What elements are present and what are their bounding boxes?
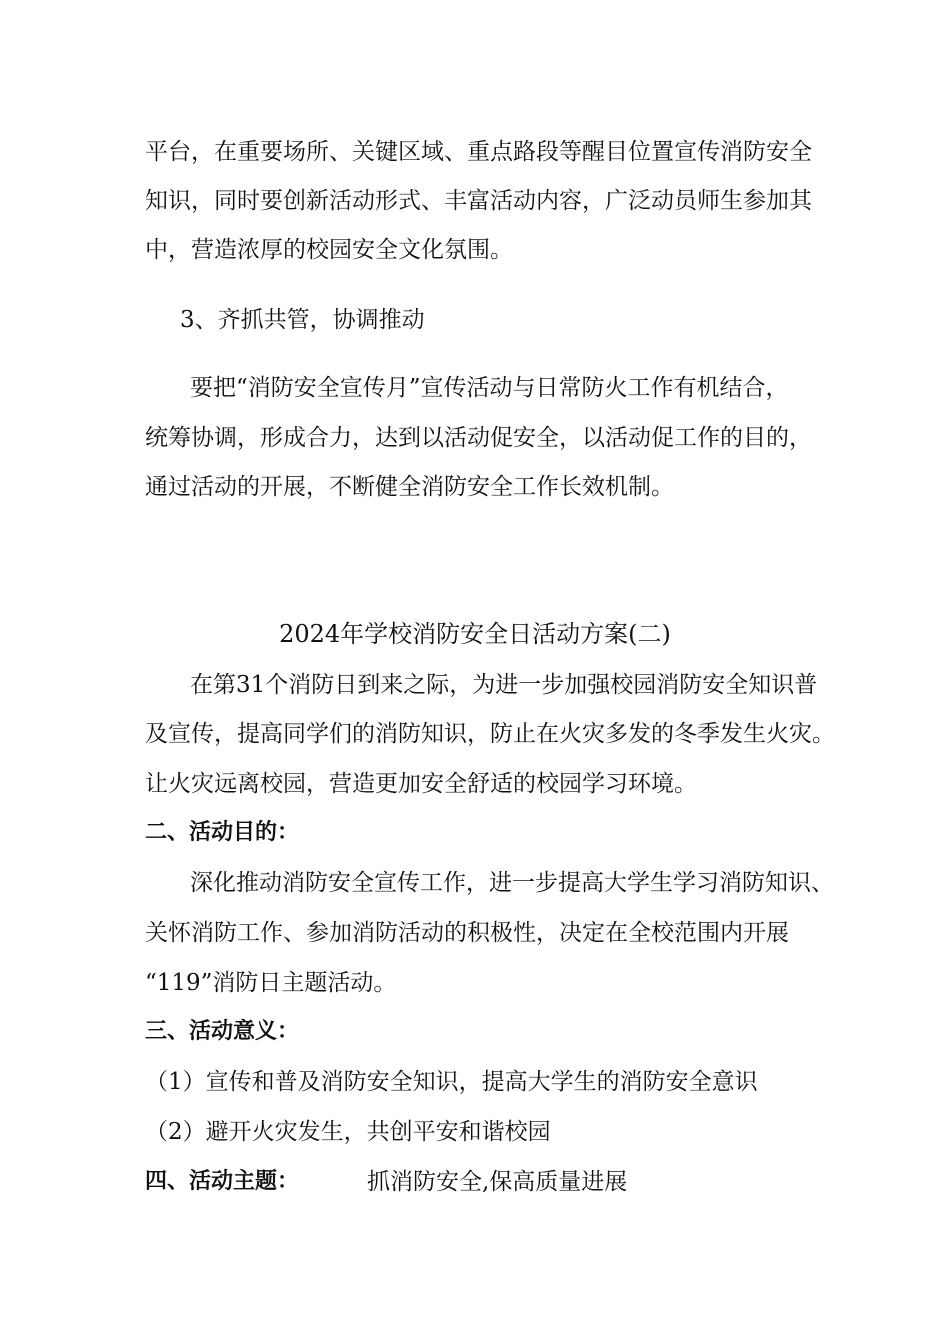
section-subheading: 3、齐抓共管，协调推动: [180, 307, 425, 333]
paragraph-line: 让火灾远离校园，营造更加安全舒适的校园学习环境。: [145, 771, 697, 797]
paragraph-line: 通过活动的开展，不断健全消防安全工作长效机制。: [145, 474, 674, 500]
paragraph-line: 关怀消防工作、参加消防活动的积极性，决定在全校范围内开展: [145, 920, 789, 946]
paragraph-line: 平台，在重要场所、关键区域、重点路段等醒目位置宣传消防安全: [145, 139, 812, 165]
paragraph-line: 知识，同时要创新活动形式、丰富活动内容，广泛动员师生参加其: [145, 188, 812, 214]
paragraph-line: 中，营造浓厚的校园安全文化氛围。: [145, 237, 513, 263]
paragraph-line: 统筹协调，形成合力，达到以活动促安全，以活动促工作的目的，: [145, 425, 812, 451]
section-heading: 三、活动意义：: [145, 1019, 300, 1044]
section-heading: 四、活动主题：: [145, 1169, 300, 1194]
paragraph-line: 要把“消防安全宣传月”宣传活动与日常防火工作有机结合，: [190, 375, 789, 401]
paragraph-line: 深化推动消防安全宣传工作，进一步提高大学生学习消防知识、: [190, 870, 834, 896]
paragraph-line: 及宣传，提高同学们的消防知识，防止在火灾多发的冬季发生火灾。: [145, 721, 835, 747]
paragraph-line: 在第31个消防日到来之际，为进一步加强校园消防安全知识普: [190, 672, 818, 698]
section-heading: 二、活动目的：: [145, 820, 300, 845]
document-title: 2024年学校消防安全日活动方案(二): [279, 620, 671, 648]
list-item: （2）避开火灾发生，共创平安和谐校园: [145, 1119, 551, 1145]
list-item: （1）宣传和普及消防安全知识，提高大学生的消防安全意识: [145, 1069, 758, 1095]
theme-value: 抓消防安全,保高质量进展: [367, 1169, 628, 1195]
paragraph-line: “119”消防日主题活动。: [145, 970, 397, 996]
